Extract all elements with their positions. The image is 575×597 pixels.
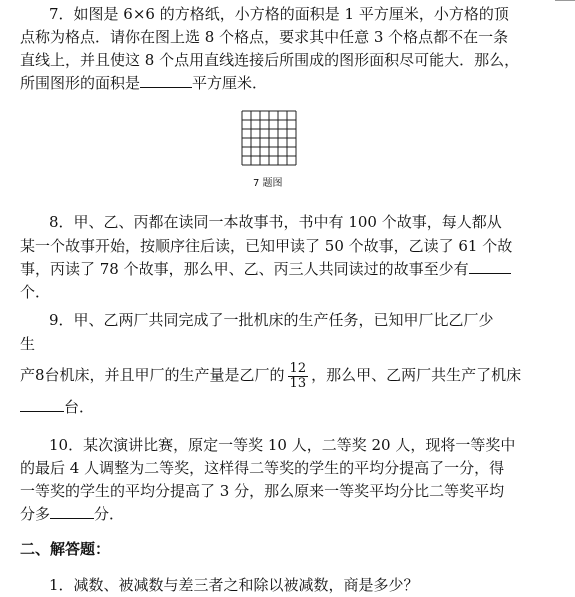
q10-line4-pre: 分多 bbox=[20, 505, 51, 523]
answer-blank bbox=[140, 73, 192, 88]
q7-line3: 直线上，并且使这 8 个点用直线连接后所围成的图形面积尽可能大．那么， bbox=[20, 51, 520, 69]
q10-line1: 10．某次演讲比赛，原定一等奖 10 人，二等奖 20 人，现将一等奖中 bbox=[49, 436, 516, 454]
section-title: 二、解答题： bbox=[20, 540, 111, 558]
figure-caption: 7 题图 bbox=[253, 178, 283, 189]
fraction bbox=[288, 362, 309, 391]
q9-line4-post: 台． bbox=[64, 398, 95, 416]
q10-line3: 一等奖的学生的平均分提高了 3 分，那么原来一等奖平均分比二等奖平均 bbox=[20, 482, 505, 500]
q9-line3-pre: 产8台机床，并且甲厂的生产量是乙厂的 bbox=[20, 366, 285, 384]
s1-question: 1．减数、被减数与差三者之和除以被减数，商是多少？ bbox=[49, 576, 419, 594]
q7-line4-post: 平方厘米． bbox=[192, 74, 268, 92]
grid-figure bbox=[241, 110, 297, 170]
fraction-denominator: 13 bbox=[289, 375, 307, 391]
q8-line2: 某一个故事开始，按顺序往后读，已知甲读了 50 个故事，乙读了 61 个故 bbox=[20, 237, 513, 255]
q8-line3-pre: 事，丙读了 78 个故事，那么甲、乙、丙三人共同读过的故事至少有 bbox=[20, 260, 469, 278]
q7-line2: 点称为格点．请你在图上选 8 个格点，要求其中任意 3 个格点都不在一条 bbox=[20, 28, 509, 46]
q9-line1: 9．甲、乙两厂共同完成了一批机床的生产任务，已知甲厂比乙厂少 bbox=[49, 311, 494, 329]
q8-line3 bbox=[20, 259, 511, 279]
q10-line4 bbox=[20, 504, 124, 524]
q10-line4-post: 分． bbox=[94, 505, 125, 523]
q9-line4 bbox=[20, 397, 94, 417]
q9-line2: 生 bbox=[20, 335, 36, 353]
q7-line1: 7．如图是 6×6 的方格纸，小方格的面积是 1 平方厘米，小方格的顶 bbox=[49, 5, 509, 23]
q10-line2: 的最后 4 人调整为二等奖，这样得二等奖的学生的平均分提高了一分，得 bbox=[20, 459, 505, 477]
answer-blank bbox=[469, 259, 511, 274]
q7-line4-pre: 所围图形的面积是 bbox=[20, 74, 141, 92]
page-corner-line bbox=[555, 0, 575, 11]
answer-blank bbox=[50, 504, 94, 519]
q9-line3 bbox=[20, 360, 521, 391]
answer-blank bbox=[20, 397, 64, 412]
q8-line4: 个． bbox=[20, 283, 51, 301]
fraction-numerator: 12 bbox=[289, 360, 307, 376]
q9-line3-post: ，那么甲、乙两厂共生产了机床 bbox=[311, 366, 522, 384]
q8-line1: 8．甲、乙、丙都在读同一本故事书，书中有 100 个故事，每人都从 bbox=[49, 213, 502, 231]
q7-line4 bbox=[20, 73, 267, 93]
